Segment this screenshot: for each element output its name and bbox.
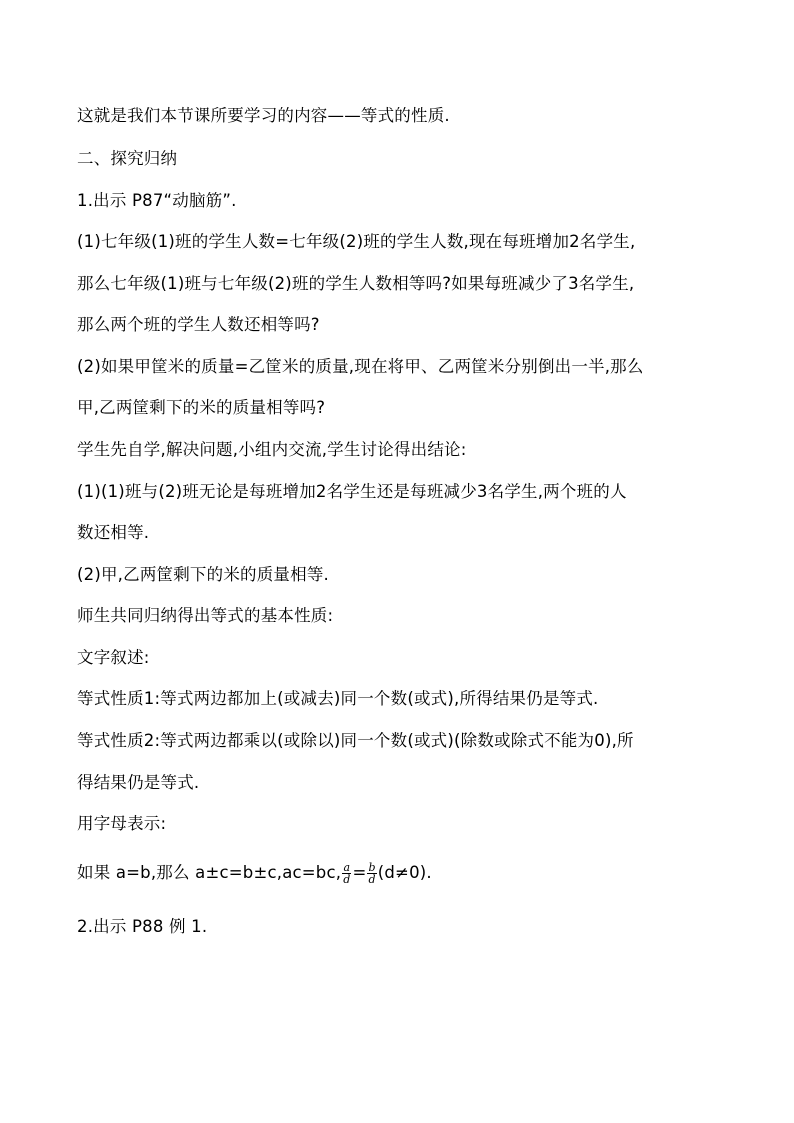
text-line-item1: 1.出示 P87“动脑筋”. [77,191,237,210]
text-line-q2b: 甲,乙两筐剩下的米的质量相等吗? [77,398,326,417]
section-heading: 二、探究归纳 [77,149,178,168]
fraction-numerator: b [368,861,376,874]
formula-suffix: (d≠0). [377,863,432,882]
text-line-q1b: 那么七年级(1)班与七年级(2)班的学生人数相等吗?如果每班减少了3名学生, [77,274,635,293]
fraction-denominator: d [343,873,351,886]
text-line-property2b: 得结果仍是等式. [77,773,200,792]
fraction-a-over-d [342,862,351,885]
text-line-q1a: (1)七年级(1)班的学生人数=七年级(2)班的学生人数,现在每班增加2名学生, [77,232,636,251]
fraction-b-over-d [367,862,376,885]
formula-equals: = [352,863,367,882]
text-line-example: 2.出示 P88 例 1. [77,917,208,936]
text-line-letters: 用字母表示: [77,814,167,833]
text-line-q1c: 那么两个班的学生人数还相等吗? [77,315,320,334]
fraction-denominator: d [368,873,376,886]
formula-prefix: 如果 a=b,那么 a±c=b±c,ac=bc, [77,863,342,882]
text-line-ans1a: (1)(1)班与(2)班无论是每班增加2名学生还是每班减少3名学生,两个班的人 [77,482,627,501]
formula-line [77,862,432,885]
text-line-ans2: (2)甲,乙两筐剩下的米的质量相等. [77,565,329,584]
text-line-q2a: (2)如果甲筐米的质量=乙筐米的质量,现在将甲、乙两筐米分别倒出一半,那么 [77,357,644,376]
text-line-discuss: 学生先自学,解决问题,小组内交流,学生讨论得出结论: [77,440,467,459]
text-line-intro: 这就是我们本节课所要学习的内容——等式的性质. [77,106,450,125]
fraction-numerator: a [343,861,351,874]
text-line-property2a: 等式性质2:等式两边都乘以(或除以)同一个数(或式)(除数或除式不能为0),所 [77,731,634,750]
text-line-ans1b: 数还相等. [77,523,150,542]
text-line-summary: 师生共同归纳得出等式的基本性质: [77,606,334,625]
text-line-wording: 文字叙述: [77,648,150,667]
text-line-property1: 等式性质1:等式两边都加上(或减去)同一个数(或式),所得结果仍是等式. [77,689,599,708]
